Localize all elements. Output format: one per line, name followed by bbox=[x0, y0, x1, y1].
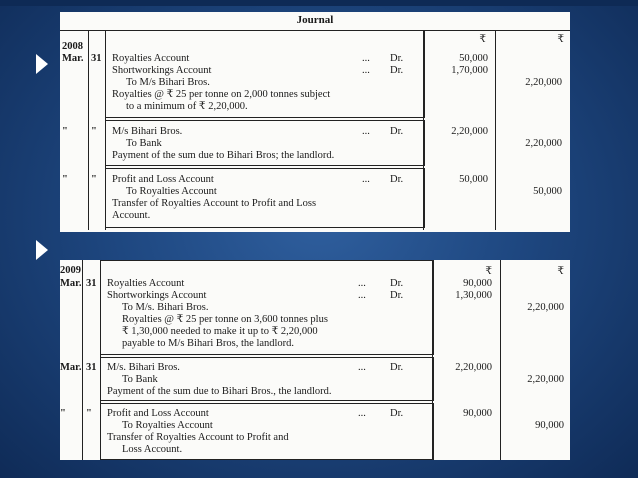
entry-month: Mar. bbox=[60, 362, 82, 373]
slide-top-bar bbox=[0, 0, 638, 6]
dr-label: Dr. bbox=[390, 65, 404, 76]
narration-line: Payment of the sum due to Bihari Bros; the landlord. bbox=[112, 150, 335, 161]
col-divider bbox=[82, 260, 83, 460]
narration-line: payable to M/s Bihari Bros, the landlord. bbox=[122, 338, 295, 349]
col-divider bbox=[88, 30, 89, 230]
debit-amount: 2,20,000 bbox=[451, 126, 488, 137]
credit-amount: 50,000 bbox=[533, 186, 562, 197]
credit-currency-header: ₹ bbox=[557, 266, 564, 277]
entry-debit-account: Shortworkings Account bbox=[112, 65, 212, 76]
debit-amount: 1,30,000 bbox=[455, 290, 492, 301]
arrow-right-icon bbox=[36, 54, 48, 74]
entry-month: Mar. bbox=[60, 278, 82, 289]
narration-line: to a minimum of ₹ 2,20,000. bbox=[126, 101, 248, 112]
credit-account: To M/s Bihari Bros. bbox=[126, 77, 210, 88]
credit-account: To Bank bbox=[126, 138, 162, 149]
entry-day: " bbox=[86, 408, 92, 419]
narration-line: Transfer of Royalties Account to Profit and bbox=[107, 432, 289, 443]
year: 2008 bbox=[62, 41, 83, 52]
credit-account: To Bank bbox=[122, 374, 158, 385]
col-divider bbox=[495, 30, 496, 230]
debit-amount: 1,70,000 bbox=[451, 65, 488, 76]
debit-currency-header: ₹ bbox=[479, 34, 486, 45]
dots: ... bbox=[362, 126, 370, 137]
credit-amount: 2,20,000 bbox=[527, 302, 564, 313]
credit-currency-header: ₹ bbox=[557, 34, 564, 45]
dots: ... bbox=[358, 278, 366, 289]
entry-day: " bbox=[91, 174, 97, 185]
credit-amount: 90,000 bbox=[535, 420, 564, 431]
dr-label: Dr. bbox=[390, 174, 404, 185]
entry-month: " bbox=[62, 126, 68, 137]
narration-line: Account. bbox=[112, 210, 151, 221]
dr-label: Dr. bbox=[390, 362, 404, 373]
entry-debit-account: Royalties Account bbox=[112, 53, 190, 64]
entry-month: " bbox=[62, 174, 68, 185]
dots: ... bbox=[358, 290, 366, 301]
dr-label: Dr. bbox=[390, 53, 404, 64]
entry-day: " bbox=[91, 126, 97, 137]
dr-label: Dr. bbox=[390, 290, 404, 301]
credit-account: To Royalties Account bbox=[122, 420, 213, 431]
entry-day: 31 bbox=[86, 278, 97, 289]
journal-2009 bbox=[60, 260, 570, 460]
narration-line: Payment of the sum due to Bihari Bros., the landlord. bbox=[107, 386, 332, 397]
entry-month: " bbox=[60, 408, 66, 419]
debit-amount: 2,20,000 bbox=[455, 362, 492, 373]
narration-line: Royalties @ ₹ 25 per tonne on 2,000 tonnes subject bbox=[112, 89, 331, 100]
debit-amount: 90,000 bbox=[463, 278, 492, 289]
credit-amount: 2,20,000 bbox=[525, 77, 562, 88]
entry-debit-account: M/s. Bihari Bros. bbox=[107, 362, 180, 373]
dots: ... bbox=[362, 53, 370, 64]
narration-line: Loss Account. bbox=[122, 444, 183, 455]
entry-day: 31 bbox=[91, 53, 102, 64]
year: 2009 bbox=[60, 265, 81, 276]
entry-debit-account: Shortworkings Account bbox=[107, 290, 207, 301]
journal-title: Journal bbox=[296, 14, 334, 26]
entry-debit-account: Profit and Loss Account bbox=[107, 408, 209, 419]
dots: ... bbox=[358, 408, 366, 419]
dots: ... bbox=[362, 65, 370, 76]
debit-amount: 90,000 bbox=[463, 408, 492, 419]
debit-currency-header: ₹ bbox=[485, 266, 492, 277]
dr-label: Dr. bbox=[390, 126, 404, 137]
col-divider bbox=[500, 260, 501, 460]
narration-line: Royalties @ ₹ 25 per tonne on 3,600 tonnes plus bbox=[122, 314, 328, 325]
debit-amount: 50,000 bbox=[459, 174, 488, 185]
dots: ... bbox=[358, 362, 366, 373]
dr-label: Dr. bbox=[390, 278, 404, 289]
entry-day: 31 bbox=[86, 362, 97, 373]
arrow-right-icon bbox=[36, 240, 48, 260]
credit-amount: 2,20,000 bbox=[527, 374, 564, 385]
debit-amount: 50,000 bbox=[459, 53, 488, 64]
dr-label: Dr. bbox=[390, 408, 404, 419]
entry-month: Mar. bbox=[62, 53, 84, 64]
credit-account: To M/s. Bihari Bros. bbox=[122, 302, 209, 313]
entry-debit-account: Profit and Loss Account bbox=[112, 174, 214, 185]
entry-debit-account: Royalties Account bbox=[107, 278, 185, 289]
dots: ... bbox=[362, 174, 370, 185]
narration-line: ₹ 1,30,000 needed to make it up to ₹ 2,20,000 bbox=[122, 326, 318, 337]
credit-amount: 2,20,000 bbox=[525, 138, 562, 149]
credit-account: To Royalties Account bbox=[126, 186, 217, 197]
entry-debit-account: M/s Bihari Bros. bbox=[112, 126, 183, 137]
narration-line: Transfer of Royalties Account to Profit and Loss bbox=[112, 198, 317, 209]
journal-2008 bbox=[60, 12, 570, 232]
